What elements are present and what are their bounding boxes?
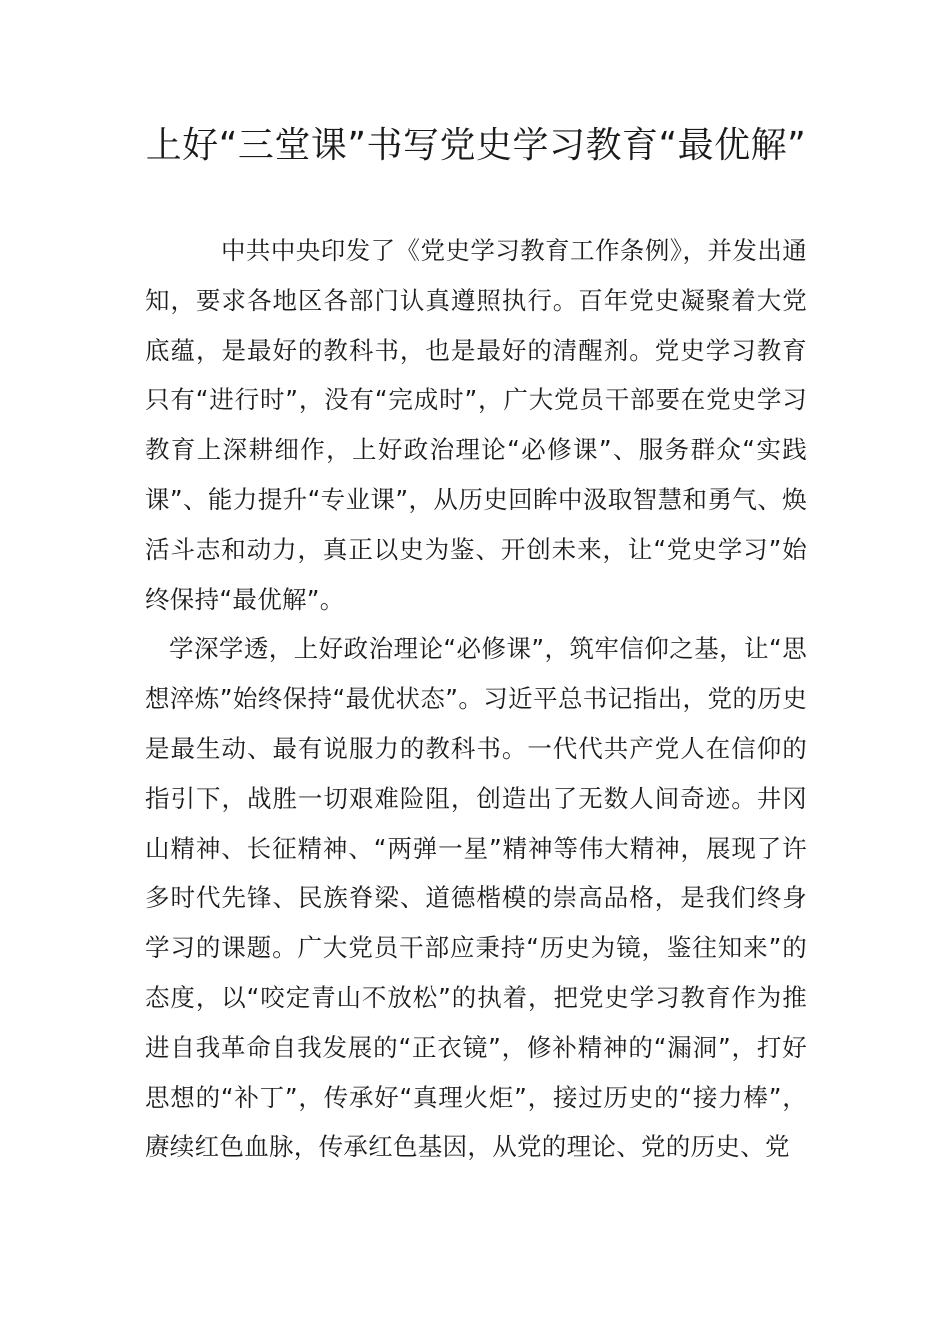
paragraph-intro: 中共中央印发了《党史学习教育工作条例》，并发出通知，要求各地区各部门认真遵照执行。百年党史凝聚着大党底蕴，是最好的教科书，也是最好的清醒剂。党史学习教育只有“进行时”，没有“完成时”，广大党员干部要在党史学习教育上深耕细作，上好政治理论“必修课”、服务群众“实践课”、能力提升“专业课”，从历史回眸中汲取智慧和勇气、焕活斗志和动力，真正以史为鉴、开创未来，让“党史学习”始终保持“最优解”。 <box>145 236 807 614</box>
document-title: 上好“三堂课”书写党史学习教育“最优解” <box>145 125 807 166</box>
paragraph-section-one: 学深学透，上好政治理论“必修课”，筑牢信仰之基，让“思想淬炼”始终保持“最优状态”。习近平总书记指出，党的历史是最生动、最有说服力的教科书。一代代共产党人在信仰的指引下，战胜一切艰难险阻，创造出了无数人间奇迹。井冈山精神、长征精神、“两弹一星”精神等伟大精神，展现了许多时代先锋、民族脊梁、道德楷模的崇高品格，是我们终身学习的课题。广大党员干部应秉持“历史为镜，鉴往知来”的态度，以“咬定青山不放松”的执着，把党史学习教育作为推进自我革命自我发展的“正衣镜”，修补精神的“漏洞”，打好思想的“补丁”，传承好“真理火炬”，接过历史的“接力棒”，赓续红色血脉，传承红色基因，从党的理论、党的历史、党 <box>145 634 807 1162</box>
document-body <box>145 226 807 1172</box>
